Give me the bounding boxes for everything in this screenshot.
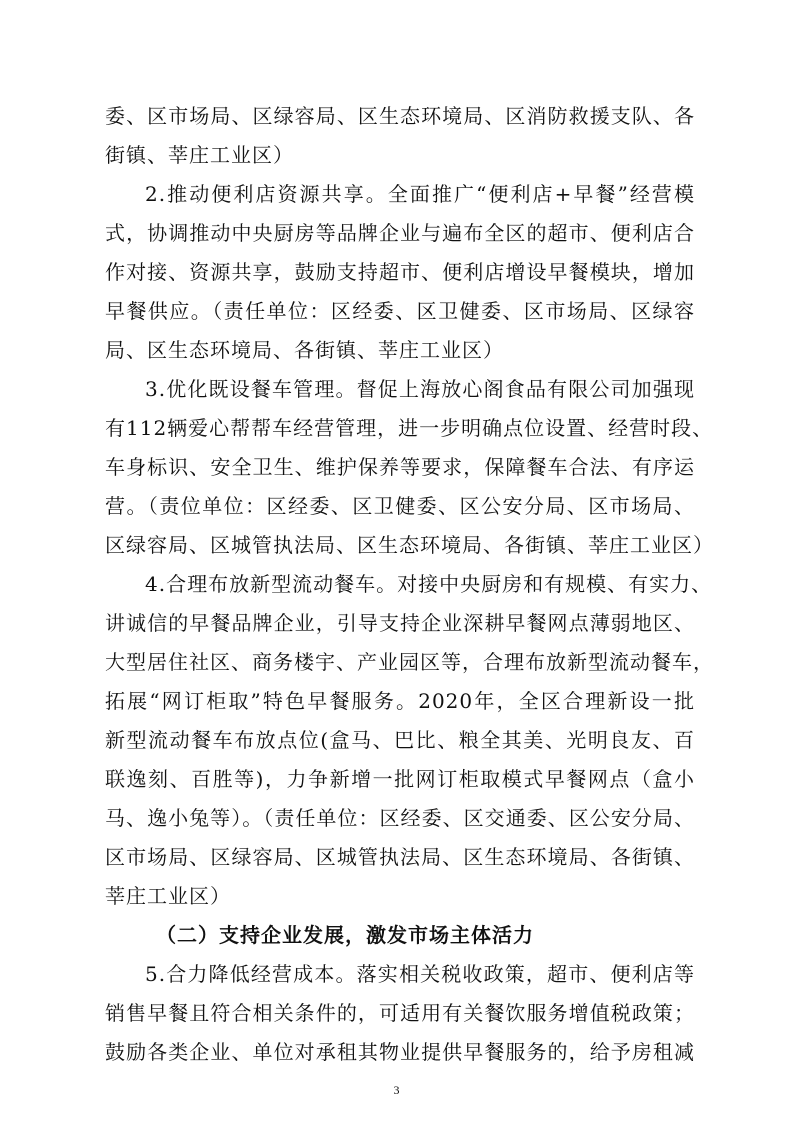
paragraph-line: 讲诚信的早餐品牌企业，引导支持企业深耕早餐网点薄弱地区、	[105, 611, 695, 635]
paragraph-line: 早餐供应。（责任单位：区经委、区卫健委、区市场局、区绿容	[105, 299, 695, 323]
paragraph-line: 车身标识、安全卫生、维护保养等要求，保障餐车合法、有序运	[105, 455, 695, 479]
paragraph-line: 莘庄工业区）	[105, 884, 231, 908]
paragraph-line: 作对接、资源共享，鼓励支持超市、便利店增设早餐模块，增加	[105, 260, 695, 284]
paragraph-line: 大型居住社区、商务楼宇、产业园区等，合理布放新型流动餐车，	[105, 650, 714, 674]
paragraph-line: 鼓励各类企业、单位对承租其物业提供早餐服务的，给予房租减	[105, 1040, 695, 1064]
paragraph-line: 新型流动餐车布放点位(盒马、巴比、粮全其美、光明良友、百	[105, 728, 695, 752]
paragraph-line: 2.推动便利店资源共享。全面推广“便利店+早餐”经营模	[145, 182, 695, 206]
paragraph-line: 联逸刻、百胜等)，力争新增一批网订柜取模式早餐网点（盒小	[105, 767, 695, 791]
paragraph-line: 区市场局、区绿容局、区城管执法局、区生态环境局、各街镇、	[105, 845, 695, 869]
paragraph-line: 街镇、莘庄工业区）	[105, 143, 294, 167]
paragraph-line: 4.合理布放新型流动餐车。对接中央厨房和有规模、有实力、	[145, 572, 713, 596]
paragraph-line: 局、区生态环境局、各街镇、莘庄工业区）	[105, 338, 504, 362]
paragraph-line: 销售早餐且符合相关条件的，可适用有关餐饮服务增值税政策；	[105, 1001, 695, 1025]
paragraph-line: 区绿容局、区城管执法局、区生态环境局、各街镇、莘庄工业区）	[105, 533, 714, 557]
paragraph-line: 有112辆爱心帮帮车经营管理，进一步明确点位设置、经营时段、	[105, 416, 714, 440]
paragraph-line: 5.合力降低经营成本。落实相关税收政策，超市、便利店等	[145, 962, 695, 986]
page-number: 3	[393, 1083, 400, 1097]
paragraph-line: 马、逸小兔等）。（责任单位：区经委、区交通委、区公安分局、	[105, 806, 695, 830]
paragraph-line: 拓展“网订柜取”特色早餐服务。2020年，全区合理新设一批	[105, 689, 695, 713]
paragraph-line: 委、区市场局、区绿容局、区生态环境局、区消防救援支队、各	[105, 104, 695, 128]
section-heading: （二）支持企业发展，激发市场主体活力	[156, 923, 534, 947]
paragraph-line: 3.优化既设餐车管理。督促上海放心阁食品有限公司加强现	[145, 377, 695, 401]
paragraph-line: 式，协调推动中央厨房等品牌企业与遍布全区的超市、便利店合	[105, 221, 695, 245]
paragraph-line: 营。（责位单位：区经委、区卫健委、区公安分局、区市场局、	[105, 494, 695, 518]
